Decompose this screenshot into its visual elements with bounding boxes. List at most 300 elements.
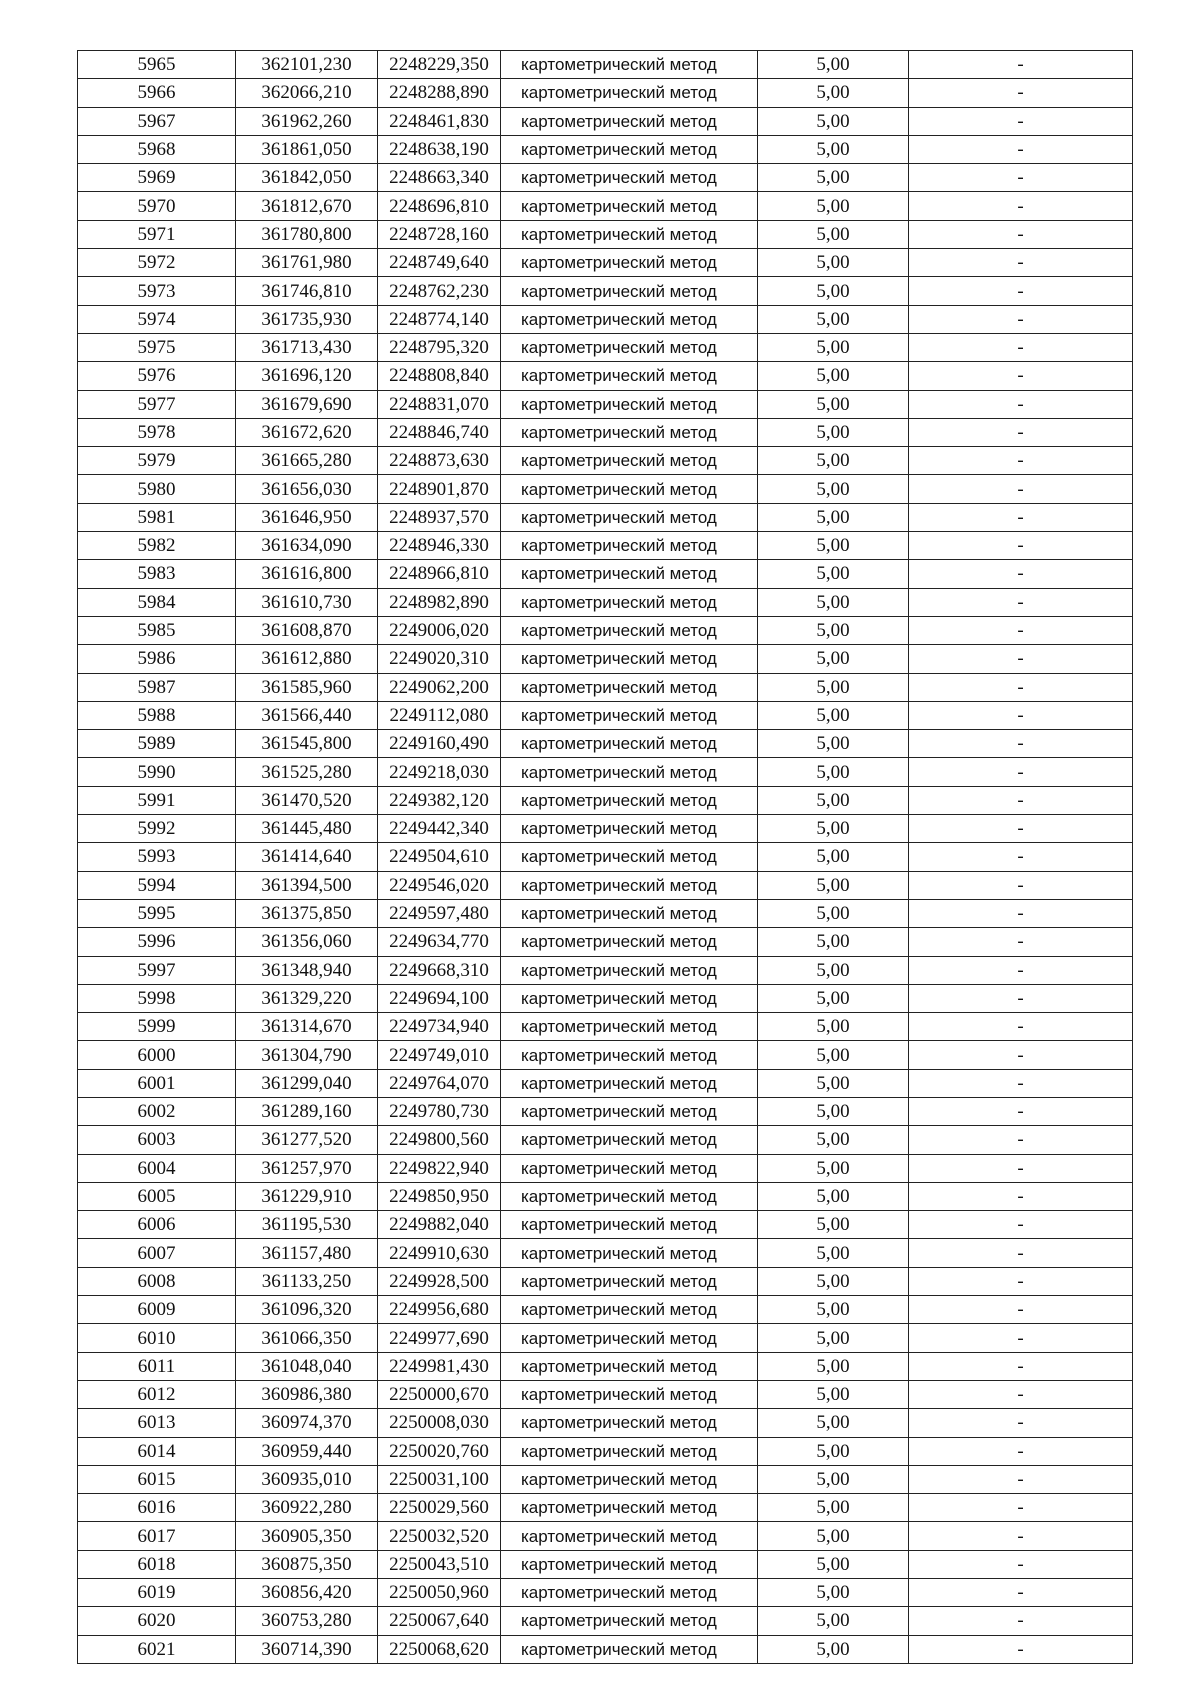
- table-row: [78, 588, 1133, 616]
- description-cell: -: [909, 1267, 1133, 1295]
- description-cell: -: [909, 79, 1133, 107]
- table-row: [78, 616, 1133, 644]
- description-cell: -: [909, 107, 1133, 135]
- y-coordinate-cell: 2250000,670: [378, 1380, 501, 1408]
- x-coordinate-cell: 361304,790: [236, 1041, 378, 1069]
- point-number-cell: 5972: [78, 249, 236, 277]
- description-cell: -: [909, 899, 1133, 927]
- accuracy-cell: 5,00: [758, 956, 909, 984]
- method-cell: картометрический метод: [501, 956, 758, 984]
- x-coordinate-cell: 361133,250: [236, 1267, 378, 1295]
- method-cell: картометрический метод: [501, 1522, 758, 1550]
- description-cell: -: [909, 701, 1133, 729]
- table-row: [78, 645, 1133, 673]
- accuracy-cell: 5,00: [758, 673, 909, 701]
- accuracy-cell: 5,00: [758, 1069, 909, 1097]
- method-cell: картометрический метод: [501, 1635, 758, 1663]
- y-coordinate-cell: 2248966,810: [378, 560, 501, 588]
- method-cell: картометрический метод: [501, 1041, 758, 1069]
- description-cell: -: [909, 1126, 1133, 1154]
- point-number-cell: 6006: [78, 1211, 236, 1239]
- coordinates-table-body: [78, 51, 1133, 1664]
- accuracy-cell: 5,00: [758, 333, 909, 361]
- y-coordinate-cell: 2249218,030: [378, 758, 501, 786]
- method-cell: картометрический метод: [501, 1211, 758, 1239]
- table-row: [78, 532, 1133, 560]
- y-coordinate-cell: 2248946,330: [378, 532, 501, 560]
- table-row: [78, 758, 1133, 786]
- point-number-cell: 5970: [78, 192, 236, 220]
- accuracy-cell: 5,00: [758, 532, 909, 560]
- point-number-cell: 5998: [78, 984, 236, 1012]
- x-coordinate-cell: 361842,050: [236, 164, 378, 192]
- point-number-cell: 5979: [78, 447, 236, 475]
- x-coordinate-cell: 361656,030: [236, 475, 378, 503]
- y-coordinate-cell: 2249062,200: [378, 673, 501, 701]
- x-coordinate-cell: 361096,320: [236, 1296, 378, 1324]
- accuracy-cell: 5,00: [758, 730, 909, 758]
- table-row: [78, 1437, 1133, 1465]
- x-coordinate-cell: 361665,280: [236, 447, 378, 475]
- y-coordinate-cell: 2248749,640: [378, 249, 501, 277]
- point-number-cell: 5974: [78, 305, 236, 333]
- accuracy-cell: 5,00: [758, 79, 909, 107]
- y-coordinate-cell: 2250020,760: [378, 1437, 501, 1465]
- description-cell: -: [909, 1324, 1133, 1352]
- table-row: [78, 1579, 1133, 1607]
- method-cell: картометрический метод: [501, 730, 758, 758]
- point-number-cell: 5985: [78, 616, 236, 644]
- y-coordinate-cell: 2248808,840: [378, 362, 501, 390]
- x-coordinate-cell: 361610,730: [236, 588, 378, 616]
- description-cell: -: [909, 1041, 1133, 1069]
- method-cell: картометрический метод: [501, 79, 758, 107]
- y-coordinate-cell: 2248982,890: [378, 588, 501, 616]
- accuracy-cell: 5,00: [758, 701, 909, 729]
- method-cell: картометрический метод: [501, 305, 758, 333]
- x-coordinate-cell: 361962,260: [236, 107, 378, 135]
- table-row: [78, 277, 1133, 305]
- accuracy-cell: 5,00: [758, 362, 909, 390]
- table-row: [78, 956, 1133, 984]
- point-number-cell: 5996: [78, 928, 236, 956]
- method-cell: картометрический метод: [501, 815, 758, 843]
- table-row: [78, 1013, 1133, 1041]
- x-coordinate-cell: 360959,440: [236, 1437, 378, 1465]
- accuracy-cell: 5,00: [758, 249, 909, 277]
- accuracy-cell: 5,00: [758, 645, 909, 673]
- y-coordinate-cell: 2250068,620: [378, 1635, 501, 1663]
- description-cell: -: [909, 843, 1133, 871]
- accuracy-cell: 5,00: [758, 135, 909, 163]
- method-cell: картометрический метод: [501, 1296, 758, 1324]
- x-coordinate-cell: 361713,430: [236, 333, 378, 361]
- point-number-cell: 6003: [78, 1126, 236, 1154]
- point-number-cell: 5980: [78, 475, 236, 503]
- y-coordinate-cell: 2249634,770: [378, 928, 501, 956]
- point-number-cell: 5991: [78, 786, 236, 814]
- x-coordinate-cell: 360714,390: [236, 1635, 378, 1663]
- method-cell: картометрический метод: [501, 1409, 758, 1437]
- x-coordinate-cell: 361048,040: [236, 1352, 378, 1380]
- point-number-cell: 5988: [78, 701, 236, 729]
- x-coordinate-cell: 361545,800: [236, 730, 378, 758]
- table-row: [78, 1550, 1133, 1578]
- accuracy-cell: 5,00: [758, 390, 909, 418]
- method-cell: картометрический метод: [501, 135, 758, 163]
- description-cell: -: [909, 645, 1133, 673]
- point-number-cell: 5968: [78, 135, 236, 163]
- y-coordinate-cell: 2250032,520: [378, 1522, 501, 1550]
- description-cell: -: [909, 1437, 1133, 1465]
- description-cell: -: [909, 418, 1133, 446]
- point-number-cell: 5992: [78, 815, 236, 843]
- table-row: [78, 79, 1133, 107]
- x-coordinate-cell: 361585,960: [236, 673, 378, 701]
- table-row: [78, 503, 1133, 531]
- method-cell: картометрический метод: [501, 1437, 758, 1465]
- method-cell: картометрический метод: [501, 899, 758, 927]
- accuracy-cell: 5,00: [758, 1296, 909, 1324]
- y-coordinate-cell: 2249850,950: [378, 1182, 501, 1210]
- description-cell: -: [909, 560, 1133, 588]
- x-coordinate-cell: 361394,500: [236, 871, 378, 899]
- accuracy-cell: 5,00: [758, 1267, 909, 1295]
- table-row: [78, 362, 1133, 390]
- description-cell: -: [909, 1380, 1133, 1408]
- x-coordinate-cell: 361780,800: [236, 220, 378, 248]
- method-cell: картометрический метод: [501, 1465, 758, 1493]
- y-coordinate-cell: 2248762,230: [378, 277, 501, 305]
- table-row: [78, 1296, 1133, 1324]
- point-number-cell: 5995: [78, 899, 236, 927]
- description-cell: -: [909, 616, 1133, 644]
- point-number-cell: 5999: [78, 1013, 236, 1041]
- x-coordinate-cell: 361735,930: [236, 305, 378, 333]
- point-number-cell: 5973: [78, 277, 236, 305]
- description-cell: -: [909, 1154, 1133, 1182]
- description-cell: -: [909, 1550, 1133, 1578]
- x-coordinate-cell: 361525,280: [236, 758, 378, 786]
- y-coordinate-cell: 2248774,140: [378, 305, 501, 333]
- accuracy-cell: 5,00: [758, 277, 909, 305]
- accuracy-cell: 5,00: [758, 1607, 909, 1635]
- point-number-cell: 5993: [78, 843, 236, 871]
- accuracy-cell: 5,00: [758, 1437, 909, 1465]
- method-cell: картометрический метод: [501, 1494, 758, 1522]
- table-row: [78, 1069, 1133, 1097]
- x-coordinate-cell: 361348,940: [236, 956, 378, 984]
- table-row: [78, 1041, 1133, 1069]
- description-cell: -: [909, 1465, 1133, 1493]
- point-number-cell: 6002: [78, 1097, 236, 1125]
- table-row: [78, 135, 1133, 163]
- table-row: [78, 1465, 1133, 1493]
- point-number-cell: 5983: [78, 560, 236, 588]
- y-coordinate-cell: 2249800,560: [378, 1126, 501, 1154]
- point-number-cell: 6016: [78, 1494, 236, 1522]
- y-coordinate-cell: 2250050,960: [378, 1579, 501, 1607]
- method-cell: картометрический метод: [501, 51, 758, 79]
- accuracy-cell: 5,00: [758, 758, 909, 786]
- x-coordinate-cell: 362066,210: [236, 79, 378, 107]
- x-coordinate-cell: 361229,910: [236, 1182, 378, 1210]
- table-row: [78, 1239, 1133, 1267]
- point-number-cell: 5969: [78, 164, 236, 192]
- point-number-cell: 5966: [78, 79, 236, 107]
- description-cell: -: [909, 588, 1133, 616]
- y-coordinate-cell: 2248696,810: [378, 192, 501, 220]
- description-cell: -: [909, 758, 1133, 786]
- point-number-cell: 5989: [78, 730, 236, 758]
- table-row: [78, 220, 1133, 248]
- method-cell: картометрический метод: [501, 1069, 758, 1097]
- description-cell: -: [909, 984, 1133, 1012]
- table-row: [78, 1494, 1133, 1522]
- description-cell: -: [909, 786, 1133, 814]
- accuracy-cell: 5,00: [758, 1465, 909, 1493]
- table-row: [78, 1267, 1133, 1295]
- y-coordinate-cell: 2249749,010: [378, 1041, 501, 1069]
- y-coordinate-cell: 2250008,030: [378, 1409, 501, 1437]
- x-coordinate-cell: 360875,350: [236, 1550, 378, 1578]
- x-coordinate-cell: 362101,230: [236, 51, 378, 79]
- accuracy-cell: 5,00: [758, 1097, 909, 1125]
- y-coordinate-cell: 2250031,100: [378, 1465, 501, 1493]
- table-row: [78, 701, 1133, 729]
- method-cell: картометрический метод: [501, 1013, 758, 1041]
- x-coordinate-cell: 361812,670: [236, 192, 378, 220]
- method-cell: картометрический метод: [501, 984, 758, 1012]
- point-number-cell: 6021: [78, 1635, 236, 1663]
- y-coordinate-cell: 2249956,680: [378, 1296, 501, 1324]
- accuracy-cell: 5,00: [758, 560, 909, 588]
- description-cell: -: [909, 1494, 1133, 1522]
- y-coordinate-cell: 2249546,020: [378, 871, 501, 899]
- method-cell: картометрический метод: [501, 333, 758, 361]
- y-coordinate-cell: 2249734,940: [378, 1013, 501, 1041]
- y-coordinate-cell: 2248901,870: [378, 475, 501, 503]
- x-coordinate-cell: 361612,880: [236, 645, 378, 673]
- method-cell: картометрический метод: [501, 1579, 758, 1607]
- method-cell: картометрический метод: [501, 1352, 758, 1380]
- point-number-cell: 6001: [78, 1069, 236, 1097]
- accuracy-cell: 5,00: [758, 1211, 909, 1239]
- x-coordinate-cell: 361289,160: [236, 1097, 378, 1125]
- x-coordinate-cell: 361375,850: [236, 899, 378, 927]
- y-coordinate-cell: 2249006,020: [378, 616, 501, 644]
- accuracy-cell: 5,00: [758, 928, 909, 956]
- table-row: [78, 475, 1133, 503]
- point-number-cell: 6009: [78, 1296, 236, 1324]
- accuracy-cell: 5,00: [758, 305, 909, 333]
- y-coordinate-cell: 2249977,690: [378, 1324, 501, 1352]
- accuracy-cell: 5,00: [758, 220, 909, 248]
- y-coordinate-cell: 2249882,040: [378, 1211, 501, 1239]
- description-cell: -: [909, 220, 1133, 248]
- method-cell: картометрический метод: [501, 1324, 758, 1352]
- description-cell: -: [909, 1097, 1133, 1125]
- method-cell: картометрический метод: [501, 447, 758, 475]
- description-cell: -: [909, 135, 1133, 163]
- table-row: [78, 390, 1133, 418]
- table-row: [78, 192, 1133, 220]
- description-cell: -: [909, 1352, 1133, 1380]
- accuracy-cell: 5,00: [758, 786, 909, 814]
- accuracy-cell: 5,00: [758, 1635, 909, 1663]
- accuracy-cell: 5,00: [758, 843, 909, 871]
- y-coordinate-cell: 2248728,160: [378, 220, 501, 248]
- method-cell: картометрический метод: [501, 560, 758, 588]
- table-row: [78, 984, 1133, 1012]
- description-cell: -: [909, 503, 1133, 531]
- x-coordinate-cell: 361679,690: [236, 390, 378, 418]
- point-number-cell: 5994: [78, 871, 236, 899]
- method-cell: картометрический метод: [501, 588, 758, 616]
- description-cell: -: [909, 51, 1133, 79]
- description-cell: -: [909, 249, 1133, 277]
- y-coordinate-cell: 2248831,070: [378, 390, 501, 418]
- y-coordinate-cell: 2249382,120: [378, 786, 501, 814]
- table-row: [78, 107, 1133, 135]
- y-coordinate-cell: 2248795,320: [378, 333, 501, 361]
- x-coordinate-cell: 361195,530: [236, 1211, 378, 1239]
- point-number-cell: 5971: [78, 220, 236, 248]
- accuracy-cell: 5,00: [758, 1352, 909, 1380]
- description-cell: -: [909, 447, 1133, 475]
- x-coordinate-cell: 360856,420: [236, 1579, 378, 1607]
- table-row: [78, 899, 1133, 927]
- y-coordinate-cell: 2249822,940: [378, 1154, 501, 1182]
- coordinates-table: [77, 50, 1133, 1664]
- point-number-cell: 5975: [78, 333, 236, 361]
- table-row: [78, 815, 1133, 843]
- point-number-cell: 6012: [78, 1380, 236, 1408]
- y-coordinate-cell: 2248229,350: [378, 51, 501, 79]
- table-row: [78, 1211, 1133, 1239]
- table-row: [78, 843, 1133, 871]
- description-cell: -: [909, 1069, 1133, 1097]
- method-cell: картометрический метод: [501, 503, 758, 531]
- description-cell: -: [909, 1409, 1133, 1437]
- point-number-cell: 5978: [78, 418, 236, 446]
- y-coordinate-cell: 2250029,560: [378, 1494, 501, 1522]
- accuracy-cell: 5,00: [758, 899, 909, 927]
- point-number-cell: 6018: [78, 1550, 236, 1578]
- x-coordinate-cell: 361299,040: [236, 1069, 378, 1097]
- x-coordinate-cell: 361616,800: [236, 560, 378, 588]
- y-coordinate-cell: 2250067,640: [378, 1607, 501, 1635]
- table-row: [78, 333, 1133, 361]
- point-number-cell: 5965: [78, 51, 236, 79]
- description-cell: -: [909, 362, 1133, 390]
- accuracy-cell: 5,00: [758, 1522, 909, 1550]
- table-row: [78, 418, 1133, 446]
- x-coordinate-cell: 361329,220: [236, 984, 378, 1012]
- y-coordinate-cell: 2249780,730: [378, 1097, 501, 1125]
- description-cell: -: [909, 1579, 1133, 1607]
- description-cell: -: [909, 532, 1133, 560]
- description-cell: -: [909, 815, 1133, 843]
- x-coordinate-cell: 361746,810: [236, 277, 378, 305]
- accuracy-cell: 5,00: [758, 871, 909, 899]
- method-cell: картометрический метод: [501, 1267, 758, 1295]
- method-cell: картометрический метод: [501, 475, 758, 503]
- description-cell: -: [909, 673, 1133, 701]
- x-coordinate-cell: 361314,670: [236, 1013, 378, 1041]
- table-row: [78, 305, 1133, 333]
- x-coordinate-cell: 361861,050: [236, 135, 378, 163]
- y-coordinate-cell: 2249981,430: [378, 1352, 501, 1380]
- x-coordinate-cell: 361761,980: [236, 249, 378, 277]
- description-cell: -: [909, 730, 1133, 758]
- x-coordinate-cell: 361696,120: [236, 362, 378, 390]
- method-cell: картометрический метод: [501, 107, 758, 135]
- table-row: [78, 928, 1133, 956]
- accuracy-cell: 5,00: [758, 1126, 909, 1154]
- point-number-cell: 6007: [78, 1239, 236, 1267]
- method-cell: картометрический метод: [501, 249, 758, 277]
- description-cell: -: [909, 956, 1133, 984]
- description-cell: -: [909, 1635, 1133, 1663]
- accuracy-cell: 5,00: [758, 1494, 909, 1522]
- table-row: [78, 1097, 1133, 1125]
- accuracy-cell: 5,00: [758, 815, 909, 843]
- point-number-cell: 6004: [78, 1154, 236, 1182]
- point-number-cell: 5982: [78, 532, 236, 560]
- point-number-cell: 6005: [78, 1182, 236, 1210]
- point-number-cell: 6020: [78, 1607, 236, 1635]
- method-cell: картометрический метод: [501, 843, 758, 871]
- x-coordinate-cell: 361634,090: [236, 532, 378, 560]
- table-row: [78, 1607, 1133, 1635]
- table-row: [78, 1126, 1133, 1154]
- accuracy-cell: 5,00: [758, 1154, 909, 1182]
- method-cell: картометрический метод: [501, 645, 758, 673]
- accuracy-cell: 5,00: [758, 984, 909, 1012]
- accuracy-cell: 5,00: [758, 1380, 909, 1408]
- table-row: [78, 786, 1133, 814]
- description-cell: -: [909, 390, 1133, 418]
- point-number-cell: 5967: [78, 107, 236, 135]
- point-number-cell: 5990: [78, 758, 236, 786]
- accuracy-cell: 5,00: [758, 447, 909, 475]
- x-coordinate-cell: 361566,440: [236, 701, 378, 729]
- point-number-cell: 6008: [78, 1267, 236, 1295]
- description-cell: -: [909, 277, 1133, 305]
- point-number-cell: 6000: [78, 1041, 236, 1069]
- table-row: [78, 1352, 1133, 1380]
- y-coordinate-cell: 2248663,340: [378, 164, 501, 192]
- table-row: [78, 249, 1133, 277]
- method-cell: картометрический метод: [501, 1126, 758, 1154]
- table-row: [78, 1409, 1133, 1437]
- point-number-cell: 5976: [78, 362, 236, 390]
- x-coordinate-cell: 361277,520: [236, 1126, 378, 1154]
- method-cell: картометрический метод: [501, 616, 758, 644]
- table-row: [78, 51, 1133, 79]
- description-cell: -: [909, 1522, 1133, 1550]
- accuracy-cell: 5,00: [758, 1182, 909, 1210]
- y-coordinate-cell: 2250043,510: [378, 1550, 501, 1578]
- y-coordinate-cell: 2248873,630: [378, 447, 501, 475]
- description-cell: -: [909, 1211, 1133, 1239]
- y-coordinate-cell: 2249597,480: [378, 899, 501, 927]
- y-coordinate-cell: 2248937,570: [378, 503, 501, 531]
- y-coordinate-cell: 2248846,740: [378, 418, 501, 446]
- accuracy-cell: 5,00: [758, 1041, 909, 1069]
- table-row: [78, 164, 1133, 192]
